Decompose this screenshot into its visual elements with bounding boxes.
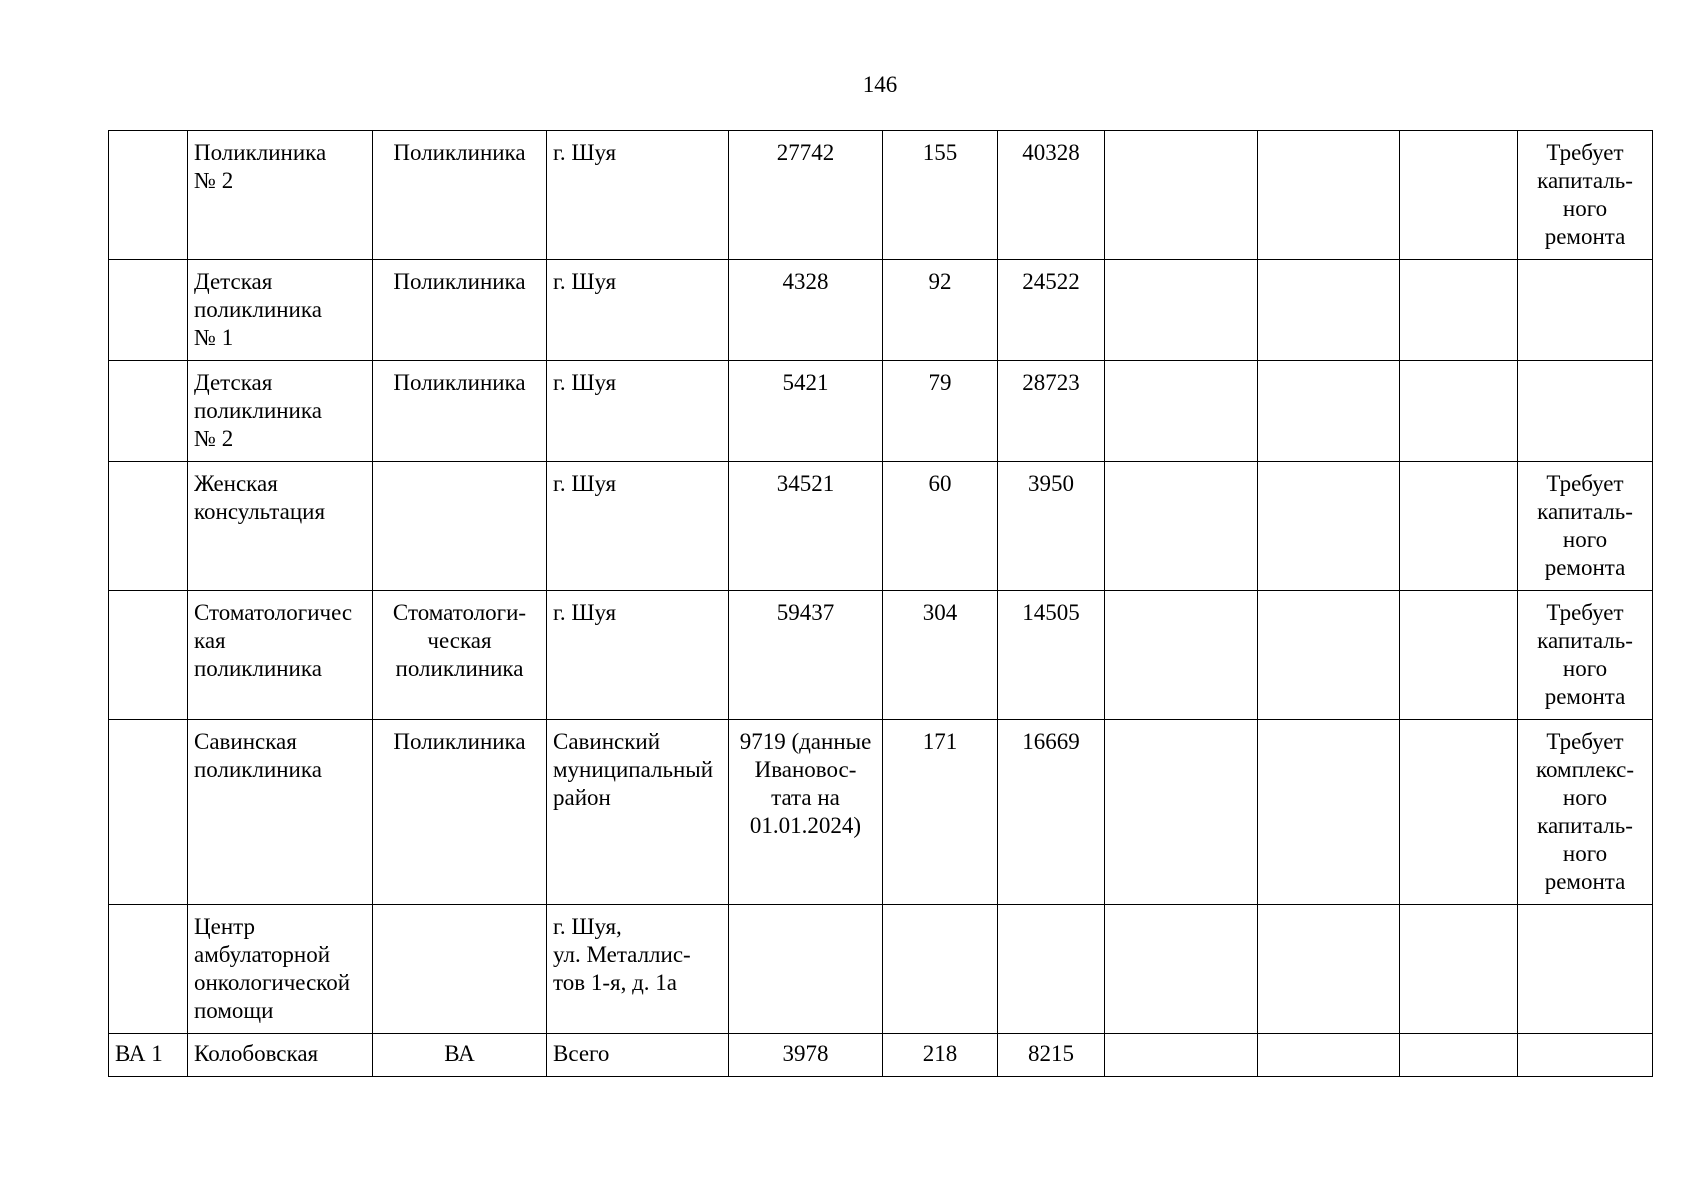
- cell-facility-name: Детская поликлиника № 2: [188, 361, 373, 462]
- cell-empty-2: [1258, 1034, 1400, 1077]
- table-row: [109, 361, 1653, 462]
- cell-empty-2: [1258, 462, 1400, 591]
- table-row: [109, 260, 1653, 361]
- cell-code: [109, 131, 188, 260]
- cell-code: [109, 260, 188, 361]
- cell-facility-name: Колобовская: [188, 1034, 373, 1077]
- cell-note: [1518, 905, 1653, 1034]
- cell-empty-3: [1400, 905, 1518, 1034]
- cell-empty-3: [1400, 361, 1518, 462]
- table-row: [109, 905, 1653, 1034]
- cell-location: г. Шуя: [547, 361, 729, 462]
- cell-location: г. Шуя: [547, 260, 729, 361]
- cell-note: [1518, 1034, 1653, 1077]
- cell-empty-3: [1400, 1034, 1518, 1077]
- page-number: 146: [862, 72, 898, 97]
- table-row: [109, 131, 1653, 260]
- cell-population: 59437: [729, 591, 883, 720]
- cell-value-1: 155: [883, 131, 998, 260]
- cell-value-1: 60: [883, 462, 998, 591]
- cell-population: 4328: [729, 260, 883, 361]
- cell-value-2: 28723: [998, 361, 1105, 462]
- cell-empty-1: [1105, 591, 1258, 720]
- cell-facility-type: Поликлиника: [373, 720, 547, 905]
- cell-empty-1: [1105, 720, 1258, 905]
- cell-facility-name: Стоматологичес кая поликлиника: [188, 591, 373, 720]
- cell-empty-2: [1258, 905, 1400, 1034]
- cell-note: Требует комплекс- ного капиталь- ного ремонта: [1518, 720, 1653, 905]
- cell-population: 27742: [729, 131, 883, 260]
- cell-population: 5421: [729, 361, 883, 462]
- cell-empty-3: [1400, 720, 1518, 905]
- cell-value-2: 24522: [998, 260, 1105, 361]
- cell-value-2: [998, 905, 1105, 1034]
- table-row: [109, 720, 1653, 905]
- cell-code: [109, 462, 188, 591]
- cell-value-1: 171: [883, 720, 998, 905]
- cell-population: 34521: [729, 462, 883, 591]
- cell-code: [109, 361, 188, 462]
- cell-note: [1518, 260, 1653, 361]
- cell-empty-1: [1105, 1034, 1258, 1077]
- cell-value-2: 3950: [998, 462, 1105, 591]
- cell-facility-name: Женская консультация: [188, 462, 373, 591]
- cell-empty-3: [1400, 462, 1518, 591]
- cell-value-2: 16669: [998, 720, 1105, 905]
- cell-location: г. Шуя: [547, 591, 729, 720]
- cell-code: [109, 720, 188, 905]
- cell-empty-1: [1105, 462, 1258, 591]
- cell-location: Всего: [547, 1034, 729, 1077]
- cell-value-1: [883, 905, 998, 1034]
- cell-note: Требует капиталь- ного ремонта: [1518, 462, 1653, 591]
- cell-value-1: 92: [883, 260, 998, 361]
- cell-location: г. Шуя: [547, 462, 729, 591]
- cell-facility-type: Поликлиника: [373, 260, 547, 361]
- table-row: [109, 591, 1653, 720]
- cell-facility-type: ВА: [373, 1034, 547, 1077]
- cell-empty-1: [1105, 361, 1258, 462]
- cell-empty-1: [1105, 905, 1258, 1034]
- cell-facility-type: Поликлиника: [373, 361, 547, 462]
- table-row: [109, 1034, 1653, 1077]
- cell-empty-3: [1400, 131, 1518, 260]
- cell-facility-type: [373, 905, 547, 1034]
- cell-code: [109, 591, 188, 720]
- cell-location: г. Шуя, ул. Металлис- тов 1-я, д. 1а: [547, 905, 729, 1034]
- cell-facility-name: Центр амбулаторной онкологической помощи: [188, 905, 373, 1034]
- cell-population: [729, 905, 883, 1034]
- cell-empty-1: [1105, 260, 1258, 361]
- cell-facility-name: Савинская поликлиника: [188, 720, 373, 905]
- cell-value-1: 79: [883, 361, 998, 462]
- cell-empty-2: [1258, 591, 1400, 720]
- cell-empty-1: [1105, 131, 1258, 260]
- cell-note: [1518, 361, 1653, 462]
- cell-location: Савинский муниципальный район: [547, 720, 729, 905]
- cell-location: г. Шуя: [547, 131, 729, 260]
- cell-value-1: 218: [883, 1034, 998, 1077]
- cell-facility-type: [373, 462, 547, 591]
- cell-empty-2: [1258, 260, 1400, 361]
- cell-facility-type: Поликлиника: [373, 131, 547, 260]
- cell-code: ВА 1: [109, 1034, 188, 1077]
- cell-empty-3: [1400, 260, 1518, 361]
- table-row: [109, 462, 1653, 591]
- cell-population: 3978: [729, 1034, 883, 1077]
- table-body: [109, 131, 1653, 1077]
- cell-note: Требует капиталь- ного ремонта: [1518, 591, 1653, 720]
- facilities-table: [108, 130, 1653, 1077]
- cell-value-1: 304: [883, 591, 998, 720]
- cell-value-2: 14505: [998, 591, 1105, 720]
- cell-empty-2: [1258, 131, 1400, 260]
- cell-facility-name: Детская поликлиника № 1: [188, 260, 373, 361]
- cell-facility-type: Стоматологи- ческая поликлиника: [373, 591, 547, 720]
- cell-population: 9719 (данные Ивановос- тата на 01.01.2024): [729, 720, 883, 905]
- cell-facility-name: Поликлиника № 2: [188, 131, 373, 260]
- cell-empty-2: [1258, 720, 1400, 905]
- cell-value-2: 8215: [998, 1034, 1105, 1077]
- cell-empty-3: [1400, 591, 1518, 720]
- cell-empty-2: [1258, 361, 1400, 462]
- cell-code: [109, 905, 188, 1034]
- cell-note: Требует капиталь- ного ремонта: [1518, 131, 1653, 260]
- cell-value-2: 40328: [998, 131, 1105, 260]
